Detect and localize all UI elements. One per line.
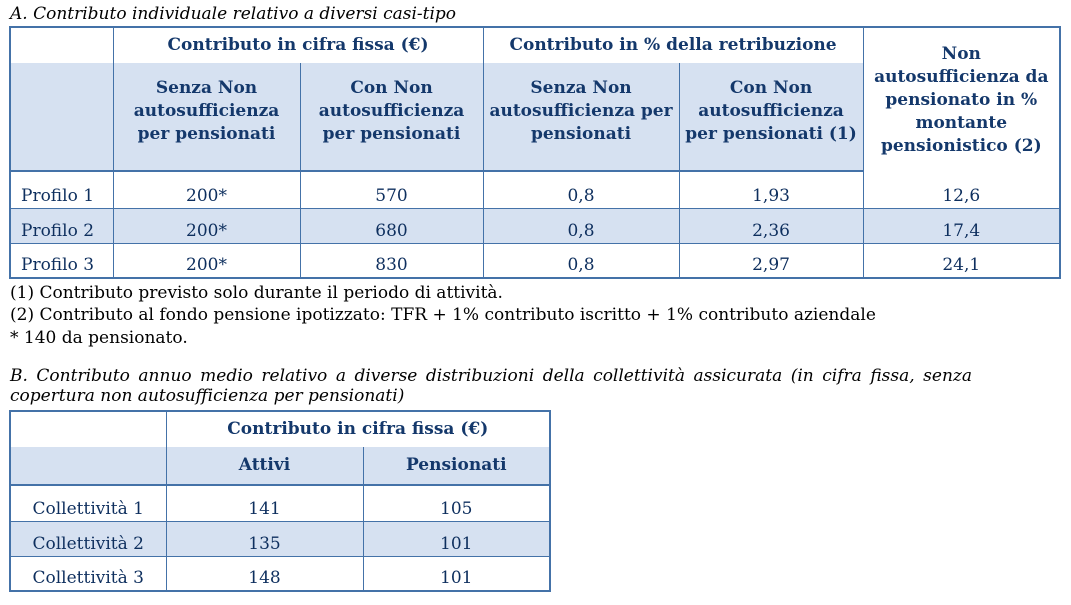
cell-non-autosufficiency: 12,6 (942, 185, 981, 206)
row-label: Profilo 3 (10, 243, 113, 278)
footnote-1: (1) Contributo previsto solo durante il periodo di attività. (10, 283, 503, 303)
cell-percent-without: 0,8 (483, 208, 679, 243)
table-b-col-retired: Pensionati (363, 447, 550, 485)
table-b-group-fixed: Contributo in cifra fissa (€) (227, 419, 489, 439)
footnote-asterisk: * 140 da pensionato. (10, 328, 188, 348)
cell-fixed-with: 830 (300, 243, 483, 278)
table-row (10, 485, 550, 521)
table-b-corner-bottom (10, 447, 166, 485)
row-label: Collettività 3 (10, 556, 166, 591)
cell-percent-without: 0,8 (483, 243, 679, 278)
cell-active: 135 (166, 521, 363, 556)
cell-non-autosufficiency: 17,4 (863, 208, 1060, 243)
cell-fixed-with: 570 (300, 171, 483, 208)
table-a-col-percent-without: Senza Non autosufficienza per pensionati (483, 63, 679, 171)
table-b-corner-top (10, 411, 166, 447)
cell-retired: 101 (363, 556, 550, 591)
cell-fixed-without: 200* (113, 171, 300, 208)
cell-non-autosufficiency: 24,1 (863, 243, 1060, 278)
table-row (10, 171, 1060, 208)
table-a-col-non-autosufficiency-retired: Non autosufficienza da pensionato in % montante pensionistico (2) (874, 44, 1049, 156)
cell-retired: 101 (363, 521, 550, 556)
cell-percent-with: 1,93 (679, 171, 863, 208)
cell-fixed-without: 200* (113, 208, 300, 243)
cell-active: 148 (166, 556, 363, 591)
table-a-col-fixed-without: Senza Non autosufficienza per pensionati (113, 63, 300, 171)
table-a-group-percent: Contributo in % della retribuzione (483, 27, 863, 63)
cell-active: 141 (166, 485, 363, 521)
table-row (10, 243, 1060, 278)
section-a-caption: A. Contributo individuale relativo a diversi casi-tipo (10, 4, 457, 24)
table-row (10, 208, 1060, 243)
section-b-caption: B. Contributo annuo medio relativo a diverse distribuzioni della collettività assicurata (in cifra fissa, senza copertura non autosufficienza per pensionati) (10, 366, 972, 406)
row-label: Profilo 2 (10, 208, 113, 243)
row-label: Profilo 1 (10, 171, 113, 208)
cell-percent-with: 2,36 (679, 208, 863, 243)
cell-fixed-without: 200* (113, 243, 300, 278)
individual-contribution-table (9, 26, 1061, 279)
cell-percent-with: 2,97 (679, 243, 863, 278)
table-b-col-active: Attivi (166, 447, 363, 485)
table-a-col-percent-with: Con Non autosufficienza per pensionati (1) (679, 63, 863, 171)
table-a-col-fixed-with: Con Non autosufficienza per pensionati (300, 63, 483, 171)
table-a-corner-bottom (10, 63, 113, 171)
row-label: Collettività 2 (10, 521, 166, 556)
table-a-corner-top (10, 27, 113, 63)
average-contribution-table (9, 410, 551, 592)
footnote-2: (2) Contributo al fondo pensione ipotizzato: TFR + 1% contributo iscritto + 1% contributo aziendale (10, 305, 876, 325)
row-label: Collettività 1 (10, 485, 166, 521)
table-row (10, 556, 550, 591)
cell-fixed-with: 680 (300, 208, 483, 243)
table-row (10, 521, 550, 556)
table-a-group-fixed: Contributo in cifra fissa (€) (113, 27, 483, 63)
cell-retired: 105 (440, 498, 473, 519)
cell-percent-without: 0,8 (483, 171, 679, 208)
